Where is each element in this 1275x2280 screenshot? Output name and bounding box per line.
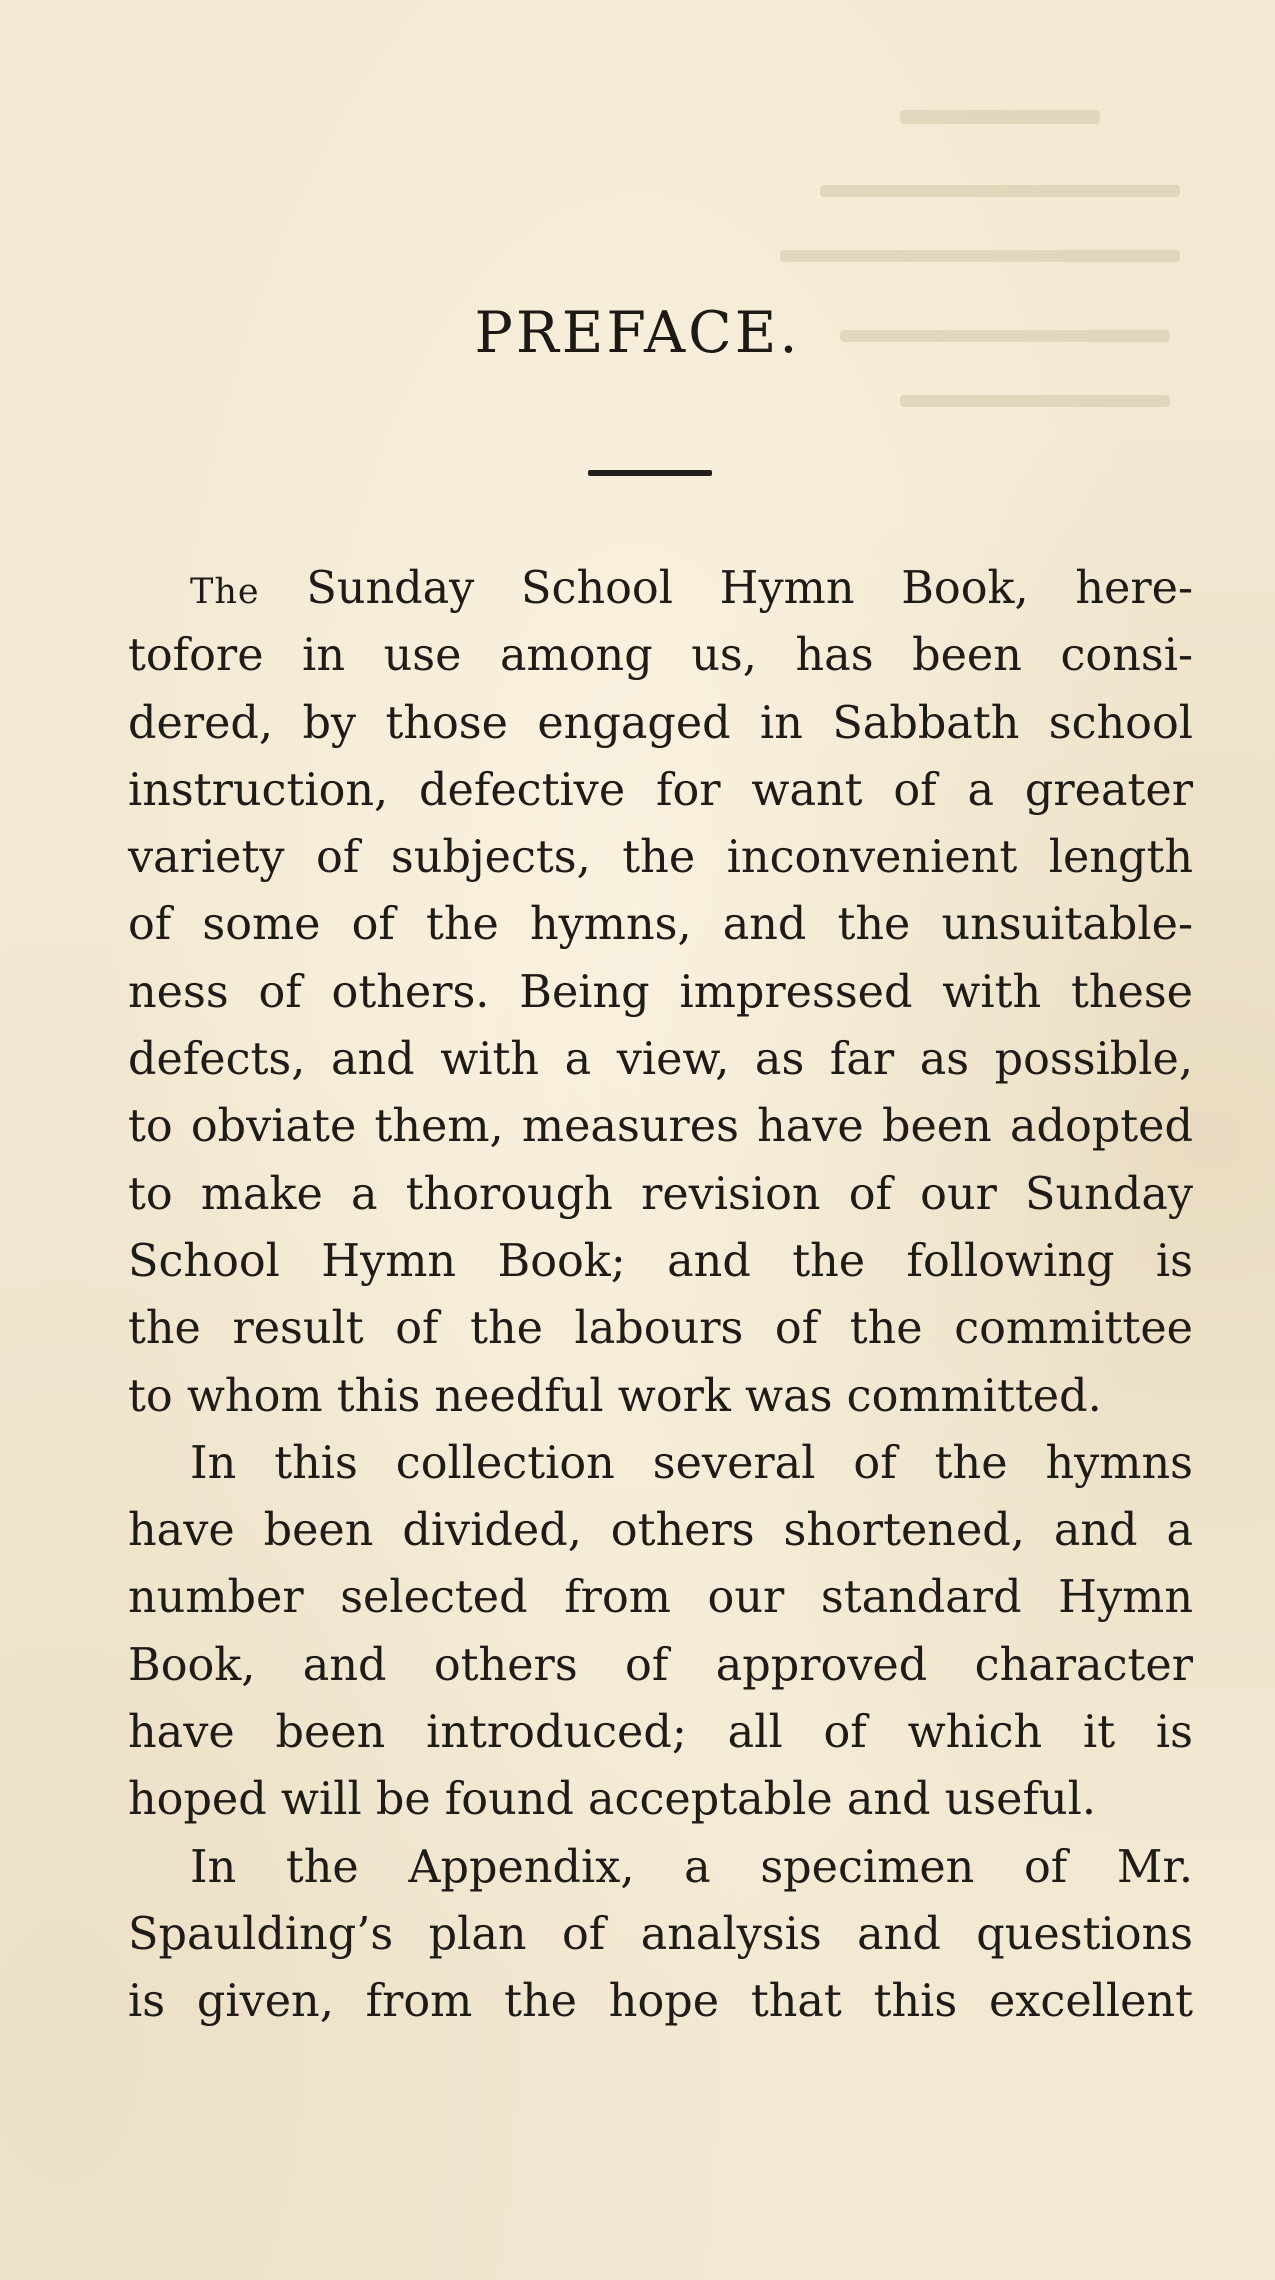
text-line: Book, and others of approved character [128,1639,1193,1691]
text-line: to whom this needful work was committed. [128,1370,1102,1422]
preface-text [128,555,1193,2036]
text-line: of some of the hymns, and the unsuitable- [128,899,1193,951]
text-line: hoped will be found acceptable and useful. [128,1774,1096,1826]
title-divider [588,470,712,476]
text-line: tofore in use among us, has been consi- [128,630,1193,682]
line-fragment: Sunday School Hymn Book, here- [306,563,1193,614]
text-line: to obviate them, measures have been adopted [128,1101,1193,1153]
text-line: defects, and with a view, as far as possible, [128,1034,1193,1086]
text-line: have been introduced; all of which it is [128,1707,1193,1759]
text-line: dered, by those engaged in Sabbath school [128,697,1193,749]
lead-word: The [190,572,260,612]
text-line: number selected from our standard Hymn [128,1572,1193,1624]
text-line: Spaulding’s plan of analysis and questions [128,1908,1193,1960]
text-line: is given, from the hope that this excellent [128,1976,1193,2028]
text-line [128,555,1193,622]
text-line: instruction, defective for want of a greater [128,764,1193,816]
text-line: have been divided, others shortened, and a [128,1505,1193,1557]
text-line: variety of subjects, the inconvenient length [128,832,1193,884]
page-title: PREFACE. [474,300,801,366]
text-line: In the Appendix, a specimen of Mr. [190,1841,1193,1893]
text-line: the result of the labours of the committee [128,1303,1193,1355]
text-line: ness of others. Being impressed with these [128,966,1193,1018]
text-line: In this collection several of the hymns [190,1437,1193,1489]
text-line: School Hymn Book; and the following is [128,1235,1193,1287]
text-line: to make a thorough revision of our Sunday [128,1168,1193,1220]
